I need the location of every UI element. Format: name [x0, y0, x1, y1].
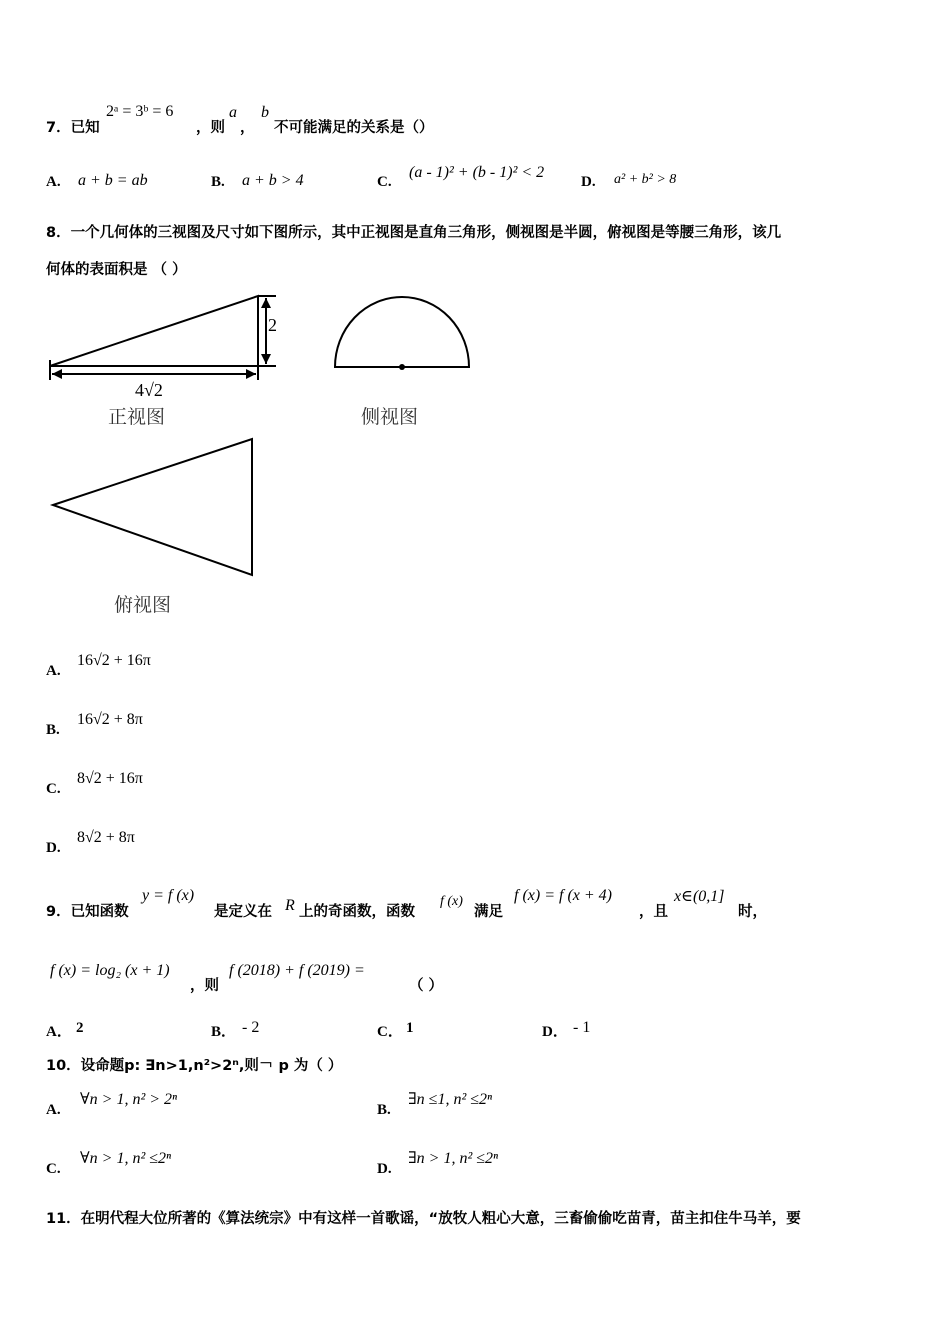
q7-comma: ，: [240, 120, 255, 136]
q9-t3: 满足: [474, 904, 503, 920]
q10-option-c: ∀n > 1, n² ≤2ⁿ: [80, 1150, 172, 1167]
q8-option-a-label: A.: [46, 663, 61, 679]
q9-t4: ，且: [639, 904, 668, 920]
q9-f1: y = f (x): [142, 887, 195, 904]
q7-option-a-label: A.: [46, 174, 61, 190]
q7-text: ，则: [196, 120, 225, 136]
q8-option-c-label: C.: [46, 781, 61, 797]
q9-option-b-label: B．: [211, 1024, 237, 1040]
q9-option-a-label: A．: [46, 1024, 72, 1040]
q9-f2: f (x): [440, 894, 463, 909]
q9-t5: 时，: [738, 904, 767, 920]
q7-option-b-label: B.: [211, 174, 225, 190]
q9-f5: f (x) = log₂ (x + 1): [50, 962, 170, 979]
q9-option-c: 1: [406, 1020, 414, 1036]
q8-option-c: 8√2 + 16π: [77, 770, 143, 787]
q8-option-d-label: D.: [46, 840, 61, 856]
q7-option-a: a + b = ab: [78, 172, 148, 189]
q9-t2: 上的奇函数，函数: [299, 904, 415, 920]
q7-option-b: a + b > 4: [242, 172, 304, 189]
q7-option-c: (a - 1)² + (b - 1)² < 2: [409, 164, 545, 181]
q10-option-c-label: C.: [46, 1161, 61, 1177]
q9-option-d: - 1: [573, 1019, 591, 1036]
top-view-caption: 俯视图: [114, 594, 172, 616]
q10-stem: 10．设命题p: ∃n>1,n²>2ⁿ,则￢ p 为（ ）: [46, 1058, 343, 1074]
q9-number: 9．已知函数: [46, 904, 129, 920]
q10-option-b-label: B.: [377, 1102, 391, 1118]
q9-f6: f (2018) + f (2019) =: [229, 962, 365, 979]
q9-option-b: - 2: [242, 1019, 260, 1036]
q9-t6: ，则: [190, 978, 219, 994]
q7-var-b: b: [261, 104, 269, 121]
q7-stem-end: 不可能满足的关系是（）: [274, 120, 434, 136]
q9-f4: x∈(0,1]: [674, 888, 725, 905]
q10-option-a: ∀n > 1, n² > 2ⁿ: [80, 1091, 178, 1108]
q10-option-a-label: A.: [46, 1102, 61, 1118]
q8-stem-line1: 8．一个几何体的三视图及尺寸如下图所示，其中正视图是直角三角形，侧视图是半圆，俯视图是等腰三角形，该几: [46, 225, 782, 241]
q8-option-d: 8√2 + 8π: [77, 829, 135, 846]
q7-option-d: a² + b² > 8: [614, 172, 677, 187]
q7-number: 7．已知: [46, 120, 100, 136]
q8-stem-line2: 何体的表面积是 （ ）: [46, 262, 187, 278]
q11-stem: 11．在明代程大位所著的《算法统宗》中有这样一首歌谣，“放牧人粗心大意，三畜偷偷吃苗青，苗主扣住牛马羊，要: [46, 1211, 801, 1227]
q8-option-b: 16√2 + 8π: [77, 711, 143, 728]
q7-equation: 2ᵃ = 3ᵇ = 6: [106, 103, 174, 120]
q9-f3: f (x) = f (x + 4): [514, 887, 612, 904]
q10-option-b: ∃n ≤1, n² ≤2ⁿ: [408, 1091, 493, 1108]
q10-option-d-label: D.: [377, 1161, 392, 1177]
front-view-figure: [40, 290, 300, 380]
q9-t7: （ ）: [409, 978, 444, 994]
q10-option-d: ∃n > 1, n² ≤2ⁿ: [408, 1150, 499, 1167]
q7-var-a: a: [229, 104, 237, 121]
top-view-figure: [45, 435, 260, 580]
q9-option-c-label: C．: [377, 1024, 403, 1040]
q9-R: R: [285, 897, 295, 914]
q9-option-d-label: D．: [542, 1024, 568, 1040]
q9-option-a: 2: [76, 1020, 84, 1036]
q8-option-a: 16√2 + 16π: [77, 652, 151, 669]
front-view-caption: 正视图: [108, 406, 166, 428]
q9-t1: 是定义在: [214, 904, 272, 920]
q7-option-d-label: D.: [581, 174, 596, 190]
base-label: 4√2: [135, 380, 163, 400]
q8-option-b-label: B.: [46, 722, 60, 738]
side-view-caption: 侧视图: [361, 406, 419, 428]
q7-option-c-label: C.: [377, 174, 392, 190]
side-view-figure: [330, 290, 475, 375]
height-label: 2: [268, 315, 277, 335]
